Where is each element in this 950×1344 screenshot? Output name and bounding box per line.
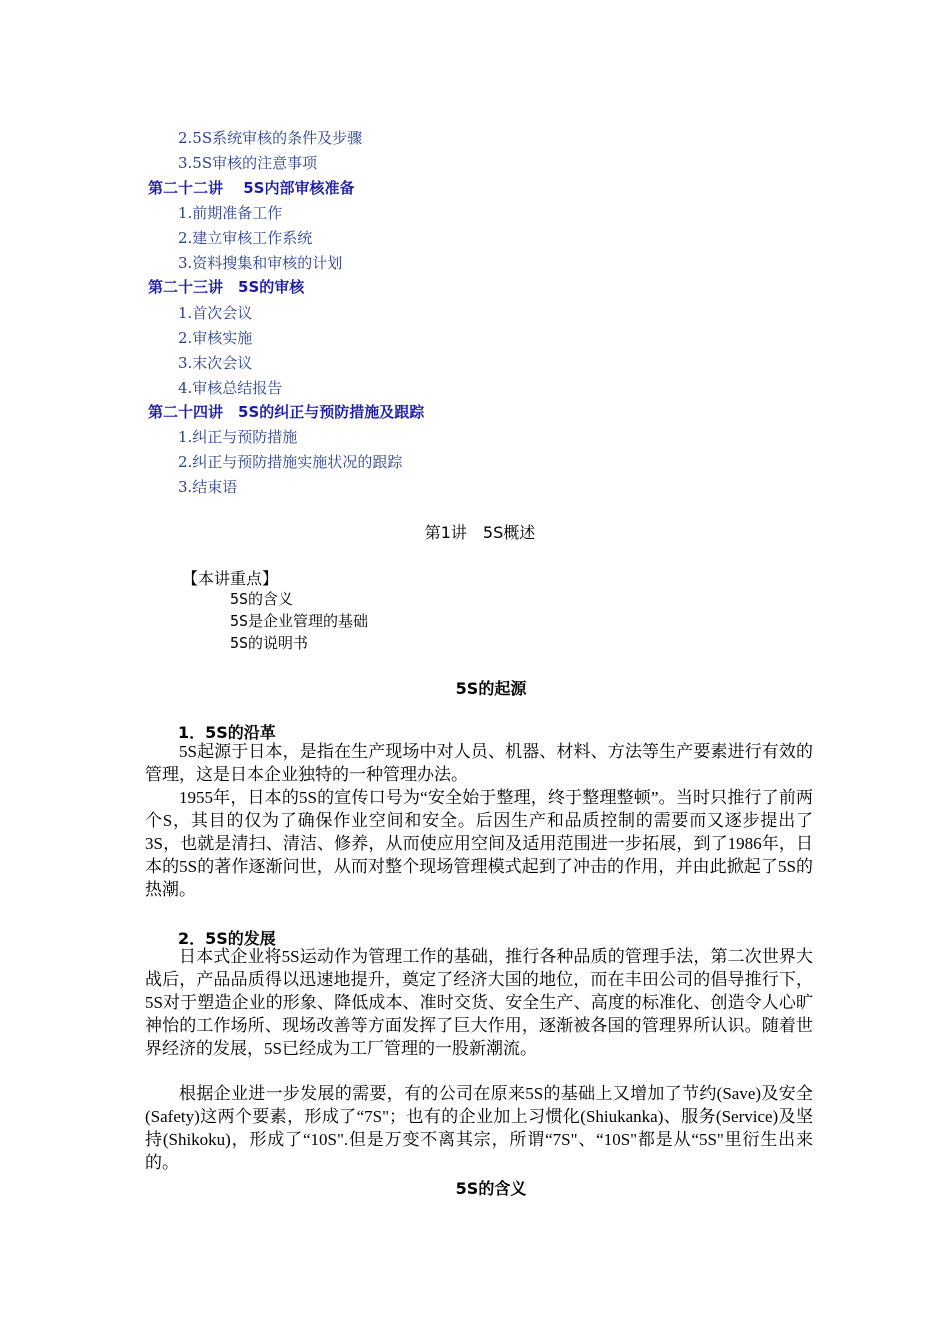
toc-item[interactable]: 3.资料搜集和审核的计划	[178, 254, 343, 272]
toc-item[interactable]: 3.结束语	[178, 478, 238, 496]
toc-item[interactable]: 1.前期准备工作	[178, 204, 283, 222]
lecture-title: 第1讲 5S概述	[424, 523, 536, 542]
toc-item[interactable]: 3.末次会议	[178, 354, 253, 372]
paragraph: 根据企业进一步发展的需要，有的公司在原来5S的基础上又增加了节约(Save)及安全(Safety)这两个要素，形成了“7S"；也有的企业加上习惯化(Shiukanka)、服务(Service)及坚持(Shikoku)，形成了“10S".但是万变不离其宗，所谓“7S"、“10S"都是从“5S"里衍生出来的。	[145, 1084, 813, 1172]
section-title-origin: 5S的起源	[455, 679, 527, 698]
toc-item[interactable]: 2.5S系统审核的条件及步骤	[178, 129, 363, 147]
paragraph: 1955年，日本的5S的宣传口号为“安全始于整理，终于整理整顿”。当时只推行了前两个S，其目的仅为了确保作业空间和安全。后因生产和品质控制的需要而又逐步提出了3S，也就是清扫、清洁、修养，从而使应用空间及适用范围进一步拓展，到了1986年，日本的5S的著作逐渐问世，从而对整个现场管理模式起到了冲击的作用，并由此掀起了5S的热潮。	[145, 788, 813, 899]
key-point-item: 5S的说明书	[230, 634, 309, 652]
section-title-meaning: 5S的含义	[455, 1179, 527, 1198]
toc-item[interactable]: 2.审核实施	[178, 329, 253, 347]
toc-item[interactable]: 2.建立审核工作系统	[178, 229, 313, 247]
paragraph: 5S起源于日本，是指在生产现场中对人员、机器、材料、方法等生产要素进行有效的管理，这是日本企业独特的一种管理办法。	[145, 742, 813, 784]
toc-item[interactable]: 1.纠正与预防措施	[178, 428, 298, 446]
toc-lecture-24[interactable]: 第二十四讲 5S的纠正与预防措施及跟踪	[148, 403, 425, 421]
toc-item[interactable]: 1.首次会议	[178, 304, 253, 322]
subsection-title-history: 1．5S的沿革	[178, 723, 276, 742]
toc-item[interactable]: 3.5S审核的注意事项	[178, 154, 318, 172]
paragraph: 日本式企业将5S运动作为管理工作的基础，推行各种品质的管理手法，第二次世界大战后，产品品质得以迅速地提升，奠定了经济大国的地位，而在丰田公司的倡导推行下，5S对于塑造企业的形象、降低成本、准时交货、安全生产、高度的标准化、创造令人心旷神怡的工作场所、现场改善等方面发挥了巨大作用，逐渐被各国的管理界所认识。随着世界经济的发展，5S已经成为工厂管理的一股新潮流。	[145, 947, 813, 1058]
toc-lecture-22[interactable]: 第二十二讲 5S内部审核准备	[148, 179, 355, 197]
key-point-item: 5S的含义	[230, 590, 294, 608]
toc-lecture-23[interactable]: 第二十三讲 5S的审核	[148, 278, 305, 296]
key-point-item: 5S是企业管理的基础	[230, 612, 369, 630]
toc-item[interactable]: 4.审核总结报告	[178, 379, 283, 397]
subsection-title-development: 2．5S的发展	[178, 929, 276, 948]
toc-item[interactable]: 2.纠正与预防措施实施状况的跟踪	[178, 453, 403, 471]
key-points-heading: 【本讲重点】	[182, 569, 279, 588]
